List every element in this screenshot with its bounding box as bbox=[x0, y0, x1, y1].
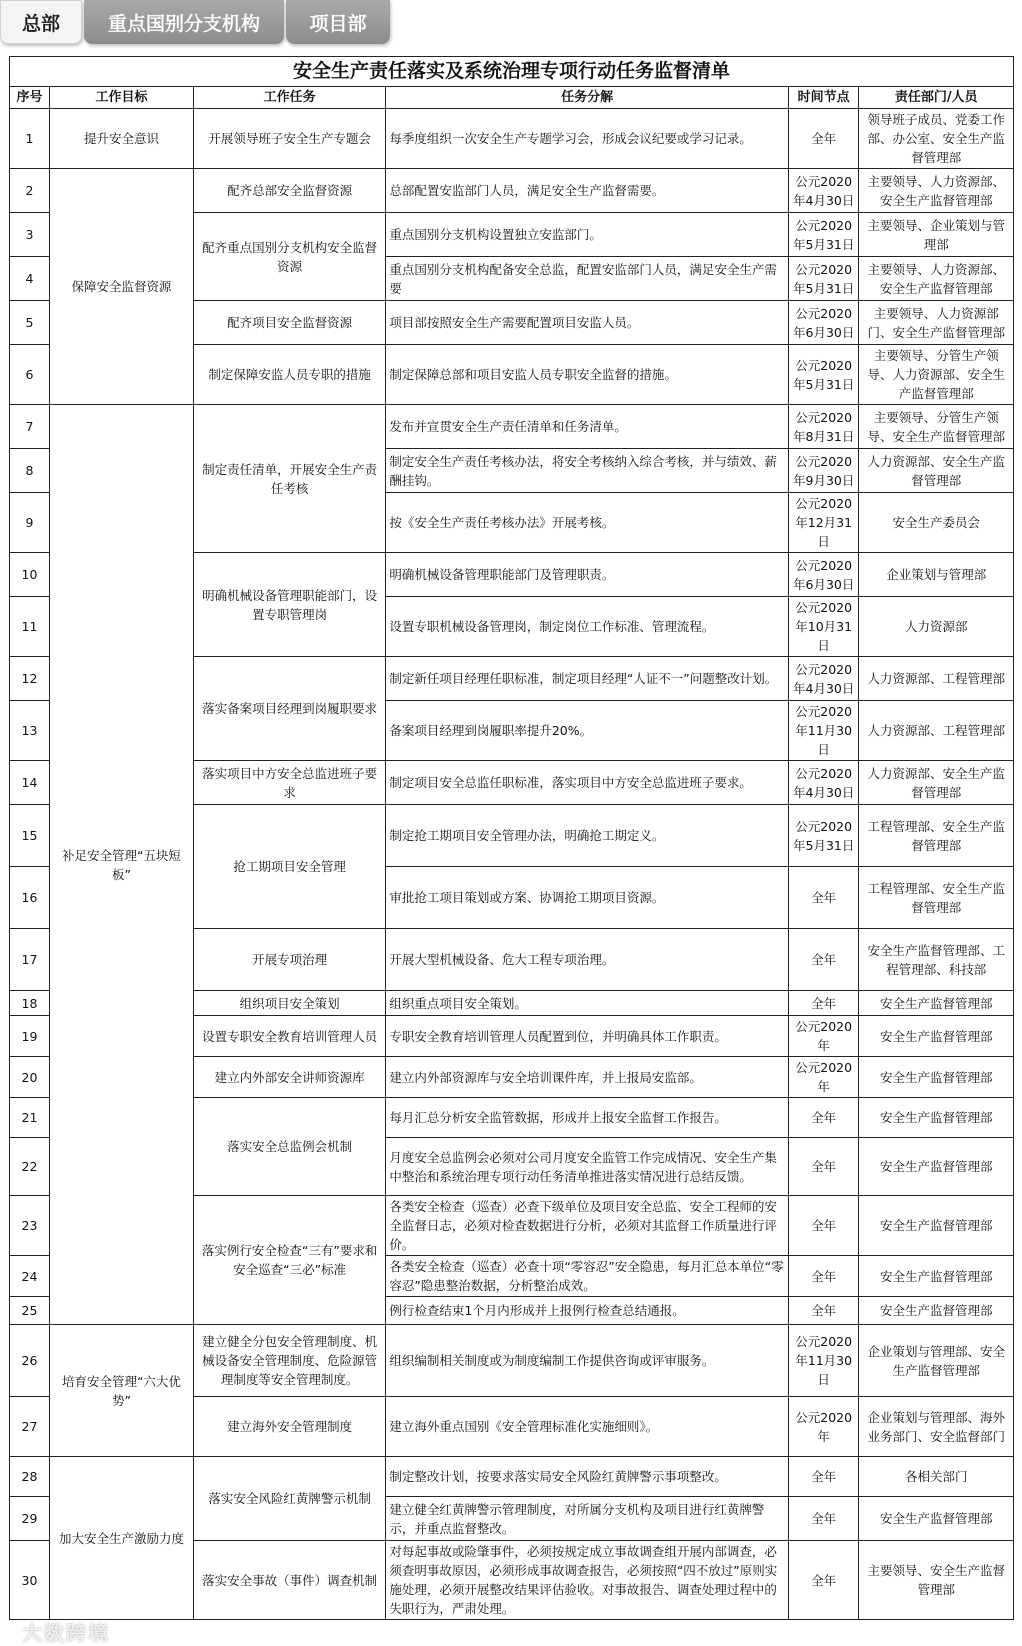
row-no: 25 bbox=[10, 1297, 50, 1325]
header-detail: 任务分解 bbox=[386, 87, 789, 109]
time-cell: 全年 bbox=[788, 1541, 858, 1620]
time-cell: 公元2020年11月30日 bbox=[788, 1325, 858, 1397]
dept-cell: 安全生产监督管理部 bbox=[859, 1256, 1014, 1297]
supervision-table-container bbox=[9, 56, 1014, 1620]
row-no: 15 bbox=[10, 805, 50, 867]
row-no: 4 bbox=[10, 257, 50, 301]
tab-project-department[interactable]: 项目部 bbox=[286, 0, 390, 44]
goal-cell: 提升安全意识 bbox=[49, 109, 193, 169]
time-cell: 公元2020年12月31日 bbox=[788, 493, 858, 553]
row-no: 5 bbox=[10, 301, 50, 345]
time-cell: 公元2020年4月30日 bbox=[788, 657, 858, 701]
table-row bbox=[10, 1325, 1014, 1397]
time-cell: 公元2020年6月30日 bbox=[788, 553, 858, 597]
detail-cell: 建立海外重点国别《安全管理标准化实施细则》。 bbox=[386, 1397, 789, 1457]
time-cell: 公元2020年5月31日 bbox=[788, 257, 858, 301]
row-no: 10 bbox=[10, 553, 50, 597]
detail-cell: 对每起事故或险肇事件，必须按规定成立事故调查组开展内部调查，必须查明事故原因，必须形成事故调查报告，必须按照“四不放过”原则实施处理，必须开展整改结果评估验收。对事故报告、调查处理过程中的失职行为，严肃处理。 bbox=[386, 1541, 789, 1620]
dept-cell: 领导班子成员、党委工作部、办公室、安全生产监督管理部 bbox=[859, 109, 1014, 169]
table-row bbox=[10, 1457, 1014, 1497]
time-cell: 全年 bbox=[788, 929, 858, 991]
detail-cell: 按《安全生产责任考核办法》开展考核。 bbox=[386, 493, 789, 553]
time-cell: 全年 bbox=[788, 1497, 858, 1541]
task-cell: 开展专项治理 bbox=[193, 929, 385, 991]
time-cell: 公元2020年11月30日 bbox=[788, 701, 858, 761]
dept-cell: 安全生产监督管理部 bbox=[859, 1497, 1014, 1541]
dept-cell: 安全生产监督管理部 bbox=[859, 1016, 1014, 1057]
detail-cell: 制定整改计划，按要求落实局安全风险红黄牌警示事项整改。 bbox=[386, 1457, 789, 1497]
row-no: 7 bbox=[10, 405, 50, 449]
dept-cell: 企业策划与管理部、安全生产监督管理部 bbox=[859, 1325, 1014, 1397]
task-cell: 开展领导班子安全生产专题会 bbox=[193, 109, 385, 169]
table-title: 安全生产责任落实及系统治理专项行动任务监督清单 bbox=[10, 57, 1014, 87]
dept-cell: 安全生产监督管理部 bbox=[859, 1057, 1014, 1098]
time-cell: 全年 bbox=[788, 109, 858, 169]
task-cell: 配齐总部安全监督资源 bbox=[193, 169, 385, 213]
dept-cell: 人力资源部、安全生产监督管理部 bbox=[859, 761, 1014, 805]
task-cell: 落实安全风险红黄牌警示机制 bbox=[193, 1457, 385, 1541]
time-cell: 全年 bbox=[788, 1297, 858, 1325]
dept-cell: 主要领导、分管生产领导、人力资源部、安全生产监督管理部 bbox=[859, 345, 1014, 405]
row-no: 1 bbox=[10, 109, 50, 169]
table-row bbox=[10, 169, 1014, 213]
time-cell: 全年 bbox=[788, 1457, 858, 1497]
dept-cell: 主要领导、人力资源部门、安全生产监督管理部 bbox=[859, 301, 1014, 345]
task-cell: 设置专职安全教育培训管理人员 bbox=[193, 1016, 385, 1057]
task-cell: 建立健全分包安全管理制度、机械设备安全管理制度、危险源管理制度等安全管理制度。 bbox=[193, 1325, 385, 1397]
task-cell: 落实安全总监例会机制 bbox=[193, 1098, 385, 1196]
task-cell: 组织项目安全策划 bbox=[193, 991, 385, 1016]
detail-cell: 月度安全总监例会必须对公司月度安全监管工作完成情况、安全生产集中整治和系统治理专项行动任务清单推进落实情况进行总结反馈。 bbox=[386, 1138, 789, 1196]
detail-cell: 建立健全红黄牌警示管理制度，对所属分支机构及项目进行红黄牌警示，并重点监督整改。 bbox=[386, 1497, 789, 1541]
time-cell: 公元2020年 bbox=[788, 1016, 858, 1057]
dept-cell: 企业策划与管理部、海外业务部门、安全监督部门 bbox=[859, 1397, 1014, 1457]
detail-cell: 例行检查结束1个月内形成并上报例行检查总结通报。 bbox=[386, 1297, 789, 1325]
detail-cell: 发布并宣贯安全生产责任清单和任务清单。 bbox=[386, 405, 789, 449]
dept-cell: 主要领导、企业策划与管理部 bbox=[859, 213, 1014, 257]
detail-cell: 审批抢工项目策划或方案、协调抢工期项目资源。 bbox=[386, 867, 789, 929]
row-no: 20 bbox=[10, 1057, 50, 1098]
detail-cell: 每季度组织一次安全生产专题学习会，形成会议纪要或学习记录。 bbox=[386, 109, 789, 169]
row-no: 17 bbox=[10, 929, 50, 991]
dept-cell: 安全生产监督管理部、工程管理部、科技部 bbox=[859, 929, 1014, 991]
row-no: 9 bbox=[10, 493, 50, 553]
detail-cell: 总部配置安监部门人员，满足安全生产监督需要。 bbox=[386, 169, 789, 213]
row-no: 3 bbox=[10, 213, 50, 257]
dept-cell: 工程管理部、安全生产监督管理部 bbox=[859, 805, 1014, 867]
detail-cell: 明确机械设备管理职能部门及管理职责。 bbox=[386, 553, 789, 597]
dept-cell: 安全生产监督管理部 bbox=[859, 1098, 1014, 1138]
dept-cell: 安全生产委员会 bbox=[859, 493, 1014, 553]
dept-cell: 各相关部门 bbox=[859, 1457, 1014, 1497]
supervision-task-table bbox=[9, 56, 1014, 1620]
row-no: 11 bbox=[10, 597, 50, 657]
task-cell: 制定责任清单，开展安全生产责任考核 bbox=[193, 405, 385, 553]
detail-cell: 建立内外部资源库与安全培训课件库，并上报局安监部。 bbox=[386, 1057, 789, 1098]
task-cell: 建立海外安全管理制度 bbox=[193, 1397, 385, 1457]
row-no: 2 bbox=[10, 169, 50, 213]
table-title-row bbox=[10, 57, 1014, 87]
row-no: 30 bbox=[10, 1541, 50, 1620]
row-no: 16 bbox=[10, 867, 50, 929]
detail-cell: 重点国别分支机构配备安全总监，配置安监部门人员，满足安全生产需要 bbox=[386, 257, 789, 301]
tab-bar bbox=[0, 0, 1022, 44]
task-cell: 制定保障安监人员专职的措施 bbox=[193, 345, 385, 405]
detail-cell: 制定项目安全总监任职标准，落实项目中方安全总监进班子要求。 bbox=[386, 761, 789, 805]
row-no: 13 bbox=[10, 701, 50, 761]
detail-cell: 设置专职机械设备管理岗，制定岗位工作标准、管理流程。 bbox=[386, 597, 789, 657]
detail-cell: 备案项目经理到岗履职率提升20%。 bbox=[386, 701, 789, 761]
detail-cell: 制定新任项目经理任职标准，制定项目经理“人证不一”问题整改计划。 bbox=[386, 657, 789, 701]
tab-key-country-branches[interactable]: 重点国别分支机构 bbox=[84, 0, 284, 44]
dept-cell: 企业策划与管理部 bbox=[859, 553, 1014, 597]
row-no: 8 bbox=[10, 449, 50, 493]
time-cell: 全年 bbox=[788, 1196, 858, 1256]
row-no: 27 bbox=[10, 1397, 50, 1457]
row-no: 18 bbox=[10, 991, 50, 1016]
row-no: 23 bbox=[10, 1196, 50, 1256]
table-row bbox=[10, 109, 1014, 169]
time-cell: 公元2020年5月31日 bbox=[788, 213, 858, 257]
dept-cell: 人力资源部、工程管理部 bbox=[859, 657, 1014, 701]
dept-cell: 主要领导、人力资源部、安全生产监督管理部 bbox=[859, 169, 1014, 213]
task-cell: 落实安全事故（事件）调查机制 bbox=[193, 1541, 385, 1620]
time-cell: 公元2020年8月31日 bbox=[788, 405, 858, 449]
detail-cell: 专职安全教育培训管理人员配置到位，并明确具体工作职责。 bbox=[386, 1016, 789, 1057]
row-no: 28 bbox=[10, 1457, 50, 1497]
detail-cell: 各类安全检查（巡查）必查下级单位及项目安全总监、安全工程师的安全监督日志，必须对检查数据进行分析，必须对其监督工作质量进行评价。 bbox=[386, 1196, 789, 1256]
row-no: 6 bbox=[10, 345, 50, 405]
dept-cell: 安全生产监督管理部 bbox=[859, 1297, 1014, 1325]
time-cell: 全年 bbox=[788, 991, 858, 1016]
task-cell: 配齐项目安全监督资源 bbox=[193, 301, 385, 345]
detail-cell: 制定抢工期项目安全管理办法，明确抢工期定义。 bbox=[386, 805, 789, 867]
row-no: 29 bbox=[10, 1497, 50, 1541]
dept-cell: 安全生产监督管理部 bbox=[859, 991, 1014, 1016]
row-no: 24 bbox=[10, 1256, 50, 1297]
task-cell: 落实例行安全检查“三有”要求和安全巡查“三必”标准 bbox=[193, 1196, 385, 1325]
dept-cell: 主要领导、安全生产监督管理部 bbox=[859, 1541, 1014, 1620]
goal-cell: 补足安全管理“五块短板” bbox=[49, 405, 193, 1325]
task-cell: 建立内外部安全讲师资源库 bbox=[193, 1057, 385, 1098]
goal-cell: 培育安全管理“六大优势” bbox=[49, 1325, 193, 1457]
header-dept: 责任部门/人员 bbox=[859, 87, 1014, 109]
detail-cell: 组织重点项目安全策划。 bbox=[386, 991, 789, 1016]
table-header-row bbox=[10, 87, 1014, 109]
time-cell: 公元2020年 bbox=[788, 1397, 858, 1457]
row-no: 12 bbox=[10, 657, 50, 701]
dept-cell: 工程管理部、安全生产监督管理部 bbox=[859, 867, 1014, 929]
header-time: 时间节点 bbox=[788, 87, 858, 109]
detail-cell: 开展大型机械设备、危大工程专项治理。 bbox=[386, 929, 789, 991]
table-row bbox=[10, 405, 1014, 449]
time-cell: 全年 bbox=[788, 1138, 858, 1196]
row-no: 22 bbox=[10, 1138, 50, 1196]
goal-cell: 保障安全监督资源 bbox=[49, 169, 193, 405]
task-cell: 落实项目中方安全总监进班子要求 bbox=[193, 761, 385, 805]
time-cell: 公元2020年4月30日 bbox=[788, 761, 858, 805]
row-no: 26 bbox=[10, 1325, 50, 1397]
header-goal: 工作目标 bbox=[49, 87, 193, 109]
dept-cell: 安全生产监督管理部 bbox=[859, 1196, 1014, 1256]
dept-cell: 主要领导、分管生产领导、安全生产监督管理部 bbox=[859, 405, 1014, 449]
time-cell: 公元2020年9月30日 bbox=[788, 449, 858, 493]
time-cell: 公元2020年5月31日 bbox=[788, 805, 858, 867]
detail-cell: 重点国别分支机构设置独立安监部门。 bbox=[386, 213, 789, 257]
task-cell: 明确机械设备管理职能部门，设置专职管理岗 bbox=[193, 553, 385, 657]
task-cell: 抢工期项目安全管理 bbox=[193, 805, 385, 929]
detail-cell: 制定安全生产责任考核办法，将安全考核纳入综合考核，并与绩效、薪酬挂钩。 bbox=[386, 449, 789, 493]
dept-cell: 主要领导、人力资源部、安全生产监督管理部 bbox=[859, 257, 1014, 301]
watermark-logo: 大数跨境 bbox=[22, 1621, 110, 1645]
time-cell: 全年 bbox=[788, 1256, 858, 1297]
time-cell: 公元2020年6月30日 bbox=[788, 301, 858, 345]
header-task: 工作任务 bbox=[193, 87, 385, 109]
time-cell: 公元2020年 bbox=[788, 1057, 858, 1098]
time-cell: 全年 bbox=[788, 1098, 858, 1138]
row-no: 21 bbox=[10, 1098, 50, 1138]
task-cell: 落实备案项目经理到岗履职要求 bbox=[193, 657, 385, 761]
time-cell: 公元2020年5月31日 bbox=[788, 345, 858, 405]
dept-cell: 安全生产监督管理部 bbox=[859, 1138, 1014, 1196]
header-no: 序号 bbox=[10, 87, 50, 109]
goal-cell: 加大安全生产激励力度 bbox=[49, 1457, 193, 1620]
time-cell: 公元2020年10月31日 bbox=[788, 597, 858, 657]
detail-cell: 组织编制相关制度或为制度编制工作提供咨询或评审服务。 bbox=[386, 1325, 789, 1397]
detail-cell: 每月汇总分析安全监管数据，形成并上报安全监督工作报告。 bbox=[386, 1098, 789, 1138]
detail-cell: 项目部按照安全生产需要配置项目安监人员。 bbox=[386, 301, 789, 345]
row-no: 14 bbox=[10, 761, 50, 805]
detail-cell: 制定保障总部和项目安监人员专职安全监督的措施。 bbox=[386, 345, 789, 405]
row-no: 19 bbox=[10, 1016, 50, 1057]
time-cell: 公元2020年4月30日 bbox=[788, 169, 858, 213]
time-cell: 全年 bbox=[788, 867, 858, 929]
dept-cell: 人力资源部 bbox=[859, 597, 1014, 657]
tab-headquarters[interactable]: 总部 bbox=[0, 0, 82, 44]
detail-cell: 各类安全检查（巡查）必查十项“零容忍”安全隐患，每月汇总本单位“零容忍”隐患整治数据，分析整治成效。 bbox=[386, 1256, 789, 1297]
dept-cell: 人力资源部、工程管理部 bbox=[859, 701, 1014, 761]
dept-cell: 人力资源部、安全生产监督管理部 bbox=[859, 449, 1014, 493]
task-cell: 配齐重点国别分支机构安全监督资源 bbox=[193, 213, 385, 301]
